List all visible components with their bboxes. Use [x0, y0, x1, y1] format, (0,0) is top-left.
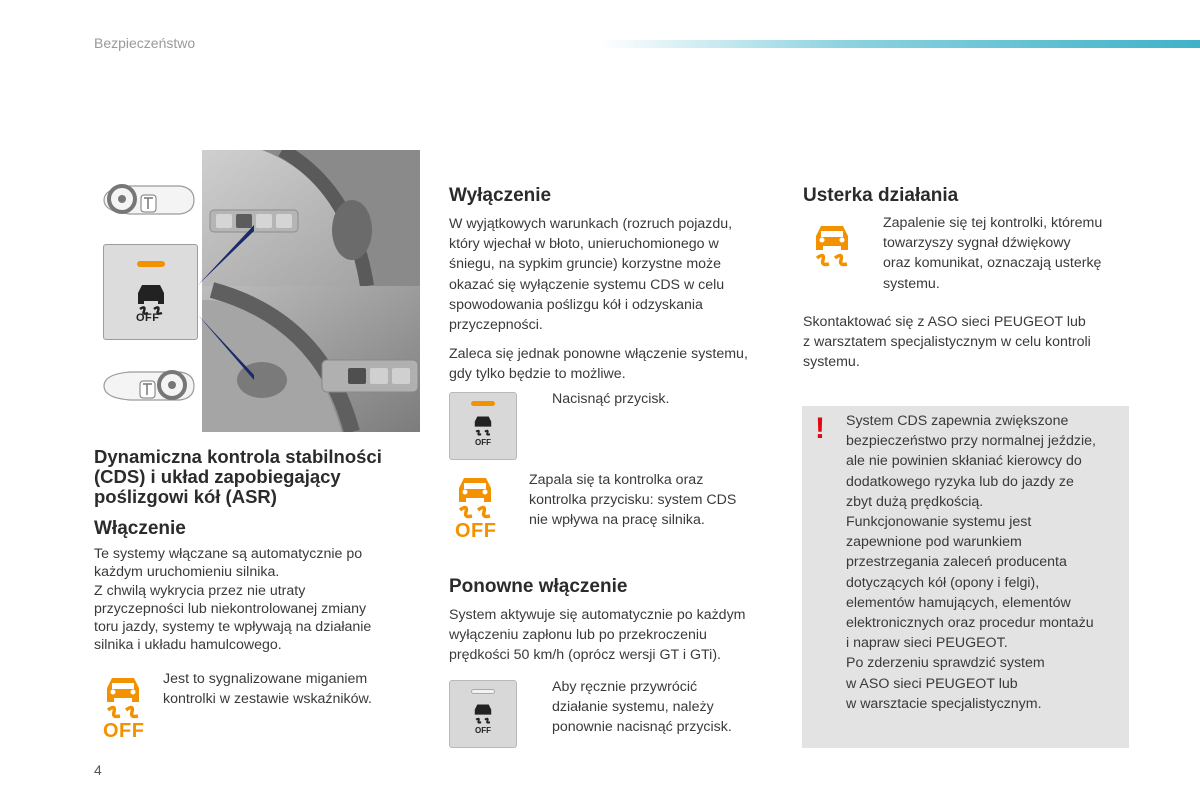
wylaczenie-line: śniegu, na sypkim gruncie) korzystne może: [449, 256, 722, 273]
warning-line: elektronicznych oraz procedur montażu: [846, 615, 1094, 632]
button-led-orange: [471, 401, 495, 406]
section-title: Bezpieczeństwo: [94, 35, 196, 51]
cds-button-inactive: [449, 680, 517, 748]
wylaczenie-line: który wjechał w błoto, unieruchomionego w: [449, 236, 719, 253]
main-title-line-2: (CDS) i układ zapobiegający: [94, 466, 341, 487]
main-title-block: [94, 447, 424, 507]
cds-off-warning-lamp-mid: [452, 474, 498, 546]
cds-off-warning-lamp-left: [100, 674, 146, 744]
ponowne-line: prędkości 50 km/h (oprócz wersji GT i GTi).: [449, 647, 721, 664]
cds-off-button-closeup: [103, 244, 198, 340]
cds-button-active: [449, 392, 517, 460]
bullet-line: Aby ręcznie przywrócić: [552, 679, 698, 695]
main-title-line-1: Dynamiczna kontrola stabilności: [94, 446, 382, 467]
wylaczenie-line: spowodowania poślizgu kół i odzyskania: [449, 296, 703, 313]
usterka-contact-line: z warsztatem specjalistycznym w celu kontroli: [803, 334, 1091, 351]
warning-line: dodatkowego ryzyka lub do jazdy ze: [846, 473, 1074, 490]
wylaczenie-line: przyczepności.: [449, 317, 543, 334]
usterka-heading: Usterka działania: [803, 185, 959, 206]
warning-text: [846, 411, 1126, 714]
wlaczenie-line: Te systemy włączane są automatycznie po: [94, 546, 363, 562]
warning-line: w ASO sieci PEUGEOT lub: [846, 675, 1018, 692]
warning-line: Po zderzeniu sprawdzić system: [846, 655, 1045, 672]
rhd-steering-icon: [100, 366, 198, 406]
wylaczenie-para1: [449, 214, 779, 335]
bullet-mark: [528, 389, 552, 409]
warning-line: ale nie powinien skłaniać kierowcy do: [846, 453, 1082, 470]
usterka-line: Zapalenie się tej kontrolki, któremu: [883, 215, 1103, 231]
wlaczenie-line: każdym uruchomieniu silnika.: [94, 564, 280, 581]
usterka-lamp-text: [883, 213, 1143, 294]
skid-car-off-icon: [471, 702, 495, 726]
wlaczenie-text: [94, 545, 414, 655]
signal-text: [163, 669, 413, 709]
ponowne-heading: Ponowne włączenie: [449, 576, 628, 597]
steering-wheel-diagram-top: [100, 180, 198, 220]
warning-exclamation-icon: !: [815, 412, 825, 445]
lhd-steering-icon: [100, 180, 198, 220]
wylaczenie-heading: Wyłączenie: [449, 185, 552, 206]
warning-line: w warsztacie specjalistycznym.: [846, 695, 1042, 712]
warning-line: przestrzegania zaleceń producenta: [846, 554, 1067, 571]
wlaczenie-line: toru jazdy, systemy te wpływają na działanie: [94, 619, 372, 636]
warning-line: elementów hamujących, elementów: [846, 594, 1071, 611]
usterka-contact-text: [803, 312, 1143, 373]
off-label: OFF: [455, 520, 497, 542]
button-off-label: OFF: [475, 726, 491, 735]
warning-line: Funkcjonowanie systemu jest: [846, 514, 1032, 531]
press-button-bullet: [528, 389, 768, 409]
main-title-line-3: poślizgowi kół (ASR): [94, 486, 277, 507]
usterka-line: oraz komunikat, oznaczają usterkę: [883, 255, 1102, 272]
bullet-text: Nacisnąć przycisk.: [552, 391, 670, 407]
wlaczenie-heading: Włączenie: [94, 518, 186, 539]
reactivate-bullet: [528, 677, 768, 738]
wlaczenie-line: silnika i układu hamulcowego.: [94, 637, 282, 654]
skid-car-off-icon: [471, 414, 495, 438]
wlaczenie-line: Z chwilą wykrycia przez nie utraty: [94, 582, 306, 599]
lamp-line: nie wpływa na pracę silnika.: [529, 512, 705, 529]
button-led-off: [471, 689, 495, 694]
cds-fault-lamp: [809, 222, 855, 270]
page-number: 4: [94, 762, 102, 778]
wlaczenie-line: przyczepności lub niekontrolowanej zmiany: [94, 600, 367, 617]
wylaczenie-line: gdy tylko będzie to możliwe.: [449, 366, 626, 383]
signal-line: Jest to sygnalizowane miganiem: [163, 671, 368, 687]
wylaczenie-line: W wyjątkowych warunkach (rozruch pojazdu,: [449, 216, 733, 232]
bullet-mark: [528, 677, 552, 738]
ponowne-line: wyłączeniu zapłonu lub po przekroczeniu: [449, 627, 707, 644]
callout-pointers: [196, 215, 256, 395]
steering-wheel-diagram-bottom: [100, 366, 198, 406]
header-accent-bar: [600, 40, 1200, 48]
warning-line: zapewnione pod warunkiem: [846, 534, 1022, 551]
orange-skid-car-icon: [452, 474, 498, 522]
warning-line: dotyczących kół (opony i felgi),: [846, 574, 1040, 591]
lamp-text: [529, 470, 769, 531]
button-led-orange: [137, 261, 165, 267]
usterka-line: systemu.: [883, 275, 940, 292]
wylaczenie-line: okazać się wyłączenie systemu CDS w celu: [449, 276, 725, 293]
bullet-text-block: [552, 677, 732, 738]
orange-skid-car-icon: [100, 674, 146, 722]
warning-line: bezpieczeństwo przy normalnej jeździe,: [846, 433, 1096, 450]
bullet-line: ponownie nacisnąć przycisk.: [552, 719, 732, 736]
warning-line: i napraw sieci PEUGEOT.: [846, 635, 1008, 652]
wylaczenie-line: Zaleca się jednak ponowne włączenie systemu,: [449, 346, 748, 362]
orange-skid-car-icon: [809, 222, 855, 270]
usterka-contact-line: Skontaktować się z ASO sieci PEUGEOT lub: [803, 314, 1086, 330]
wylaczenie-para2: [449, 344, 779, 384]
off-label: OFF: [103, 720, 145, 742]
usterka-line: towarzyszy sygnał dźwiękowy: [883, 235, 1071, 252]
usterka-contact-line: systemu.: [803, 354, 860, 371]
ponowne-line: System aktywuje się automatycznie po każdym: [449, 607, 746, 623]
warning-line: System CDS zapewnia zwiększone: [846, 413, 1069, 429]
bullet-line: działanie systemu, należy: [552, 699, 714, 716]
lamp-line: Zapala się ta kontrolka oraz: [529, 472, 704, 488]
lamp-line: kontrolka przycisku: system CDS: [529, 492, 737, 509]
button-off-label: OFF: [136, 312, 160, 324]
signal-line: kontrolki w zestawie wskaźników.: [163, 691, 372, 708]
warning-line: zbyt dużą prędkością.: [846, 493, 984, 510]
ponowne-text: [449, 605, 789, 666]
button-off-label: OFF: [475, 438, 491, 447]
